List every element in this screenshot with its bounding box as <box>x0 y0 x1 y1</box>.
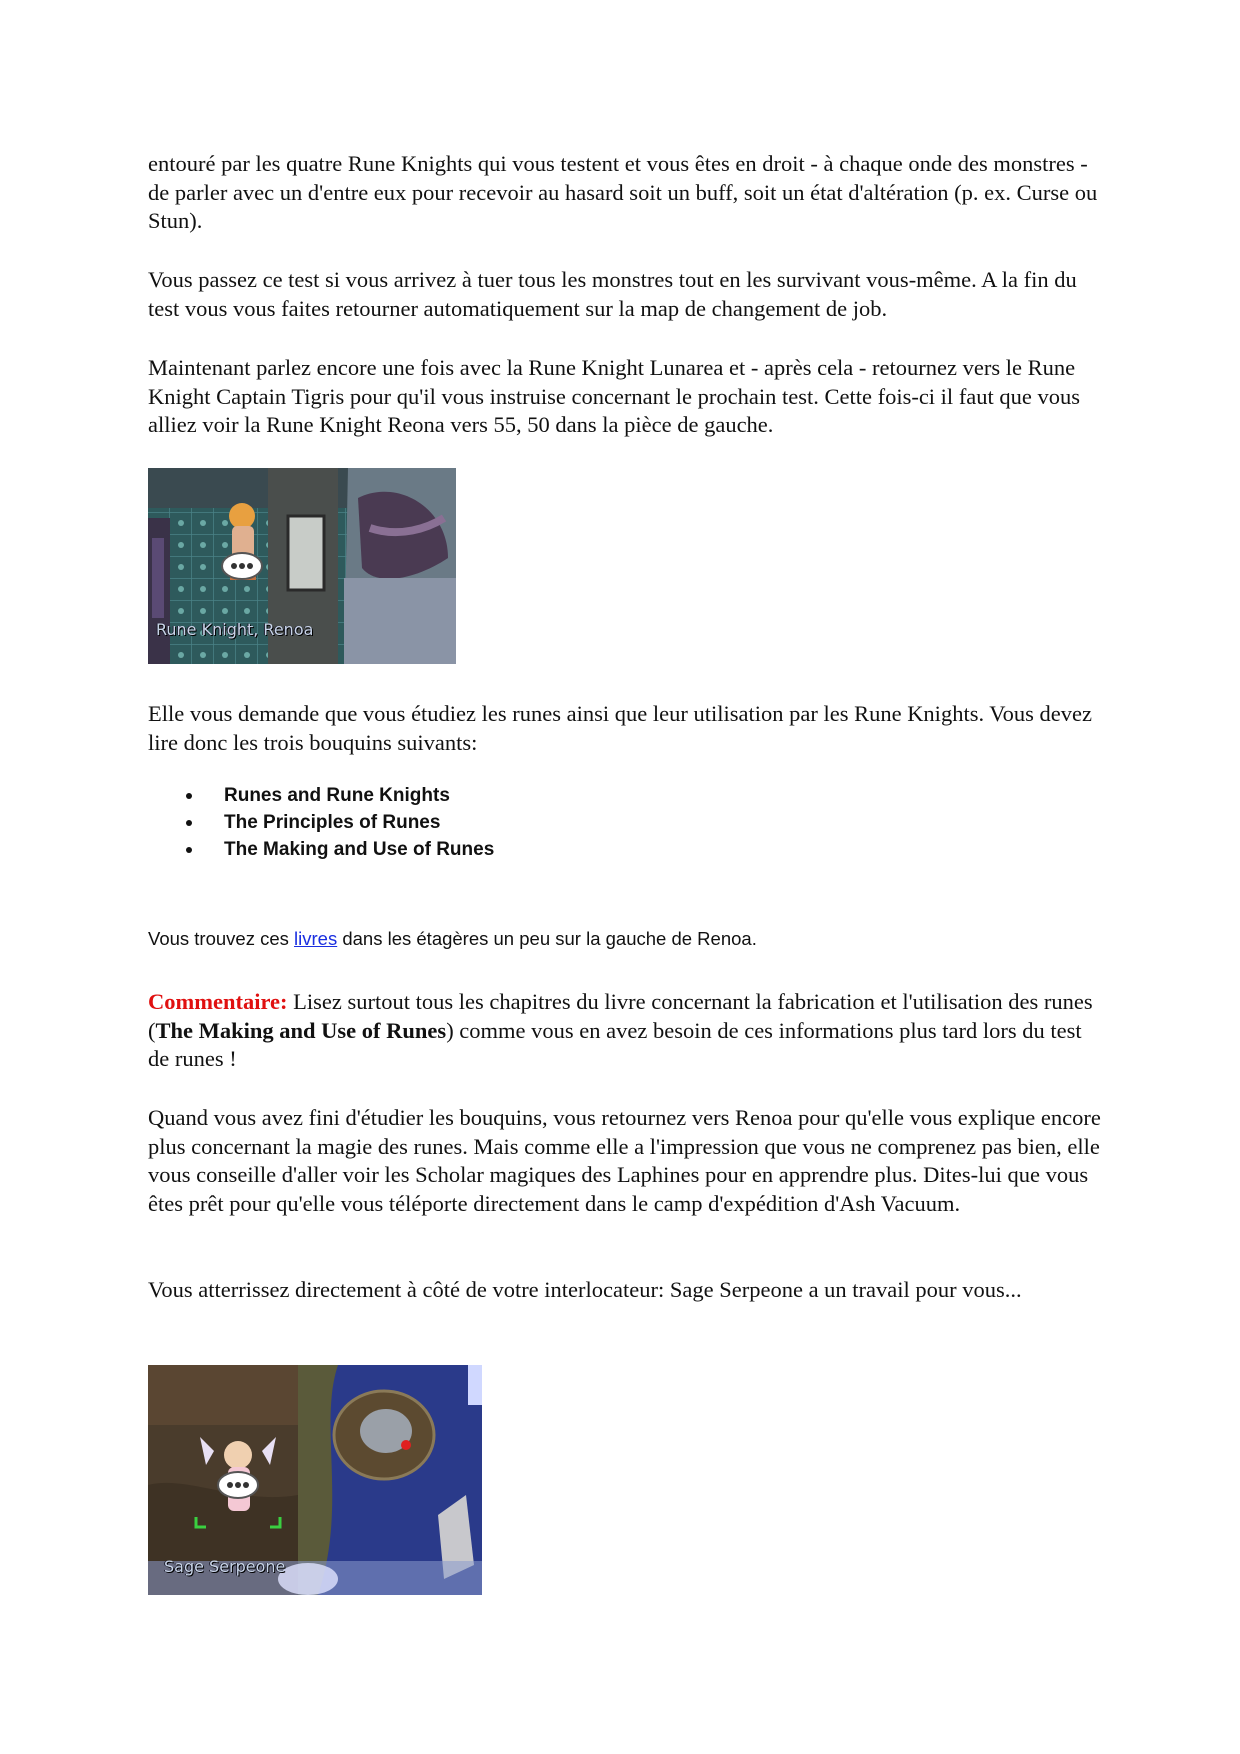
paragraph-return-renoa: Quand vous avez fini d'étudier les bouquins, vous retournez vers Renoa pour qu'elle vous explique encore plus concernant la magie des runes. Mais comme elle a l'impression que vous ne comprenez pas bien, elle vous conseille d'aller voir les Scholar magiques des Laphines pour en apprendre plus. Dites-lui que vous êtes prêt pour qu'elle vous téléporte directement dans le camp d'expédition d'Ash Vacuum. <box>148 1105 1101 1216</box>
paragraph-test-intro: entouré par les quatre Rune Knights qui vous testent et vous êtes en droit - à chaque onde des monstres - de parler avec un d'entre eux pour recevoir au hasard soit un buff, soit un état d'altération (p. ex. Curse ou Stun). <box>148 151 1098 233</box>
comment-label: Commentaire: <box>148 989 288 1014</box>
paragraph-book-location <box>148 928 1108 950</box>
paragraph-test-pass: Vous passez ce test si vous arrivez à tuer tous les monstres tout en les survivant vous-même. A la fin du test vous vous faites retourner automatiquement sur la map de changement de job. <box>148 267 1077 321</box>
paragraph-next-test: Maintenant parlez encore une fois avec la Rune Knight Lunarea et - après cela - retournez vers le Rune Knight Captain Tigris pour qu'il vous instruise concernant le prochain test. Cette fois-ci il faut que vous alliez voir la Rune Knight Reona vers 55, 50 dans la pièce de gauche. <box>148 355 1081 437</box>
paragraph-sage-serpeone: Vous atterrissez directement à côté de votre interlocateur: Sage Serpeone a un travail pour vous... <box>148 1277 1022 1302</box>
screenshot-caption-serpeone: Sage Serpeone <box>164 1557 286 1576</box>
paragraph-study-runes: Elle vous demande que vous étudiez les runes ainsi que leur utilisation par les Rune Knights. Vous devez lire donc les trois bouquins suivants: <box>148 701 1092 755</box>
book-item-runes-and-rune-knights: Runes and Rune Knights <box>224 782 824 809</box>
screenshot-sage-serpeone <box>148 1365 482 1595</box>
comment-book-title: The Making and Use of Runes <box>155 1017 447 1043</box>
comment-text-after: ) comme vous en avez besoin de ces informations plus tard lors du test de runes ! <box>148 1017 1082 1071</box>
comment-text-before: Lisez surtout tous les chapitres du livre concernant la fabrication et l'utilisation des runes ( <box>148 989 1093 1043</box>
screenshot-rune-knight-renoa <box>148 468 456 664</box>
books-link[interactable]: livres <box>294 928 338 949</box>
paragraph-comment <box>148 988 1108 1074</box>
book-item-making-and-use-of-runes: The Making and Use of Runes <box>224 836 824 863</box>
book-location-text-before: Vous trouvez ces <box>148 928 295 949</box>
book-location-text-after: dans les étagères un peu sur la gauche de Renoa. <box>337 928 757 949</box>
book-list <box>148 782 824 863</box>
book-item-principles-of-runes: The Principles of Runes <box>224 809 824 836</box>
screenshot-caption-renoa: Rune Knight, Renoa <box>156 620 314 639</box>
